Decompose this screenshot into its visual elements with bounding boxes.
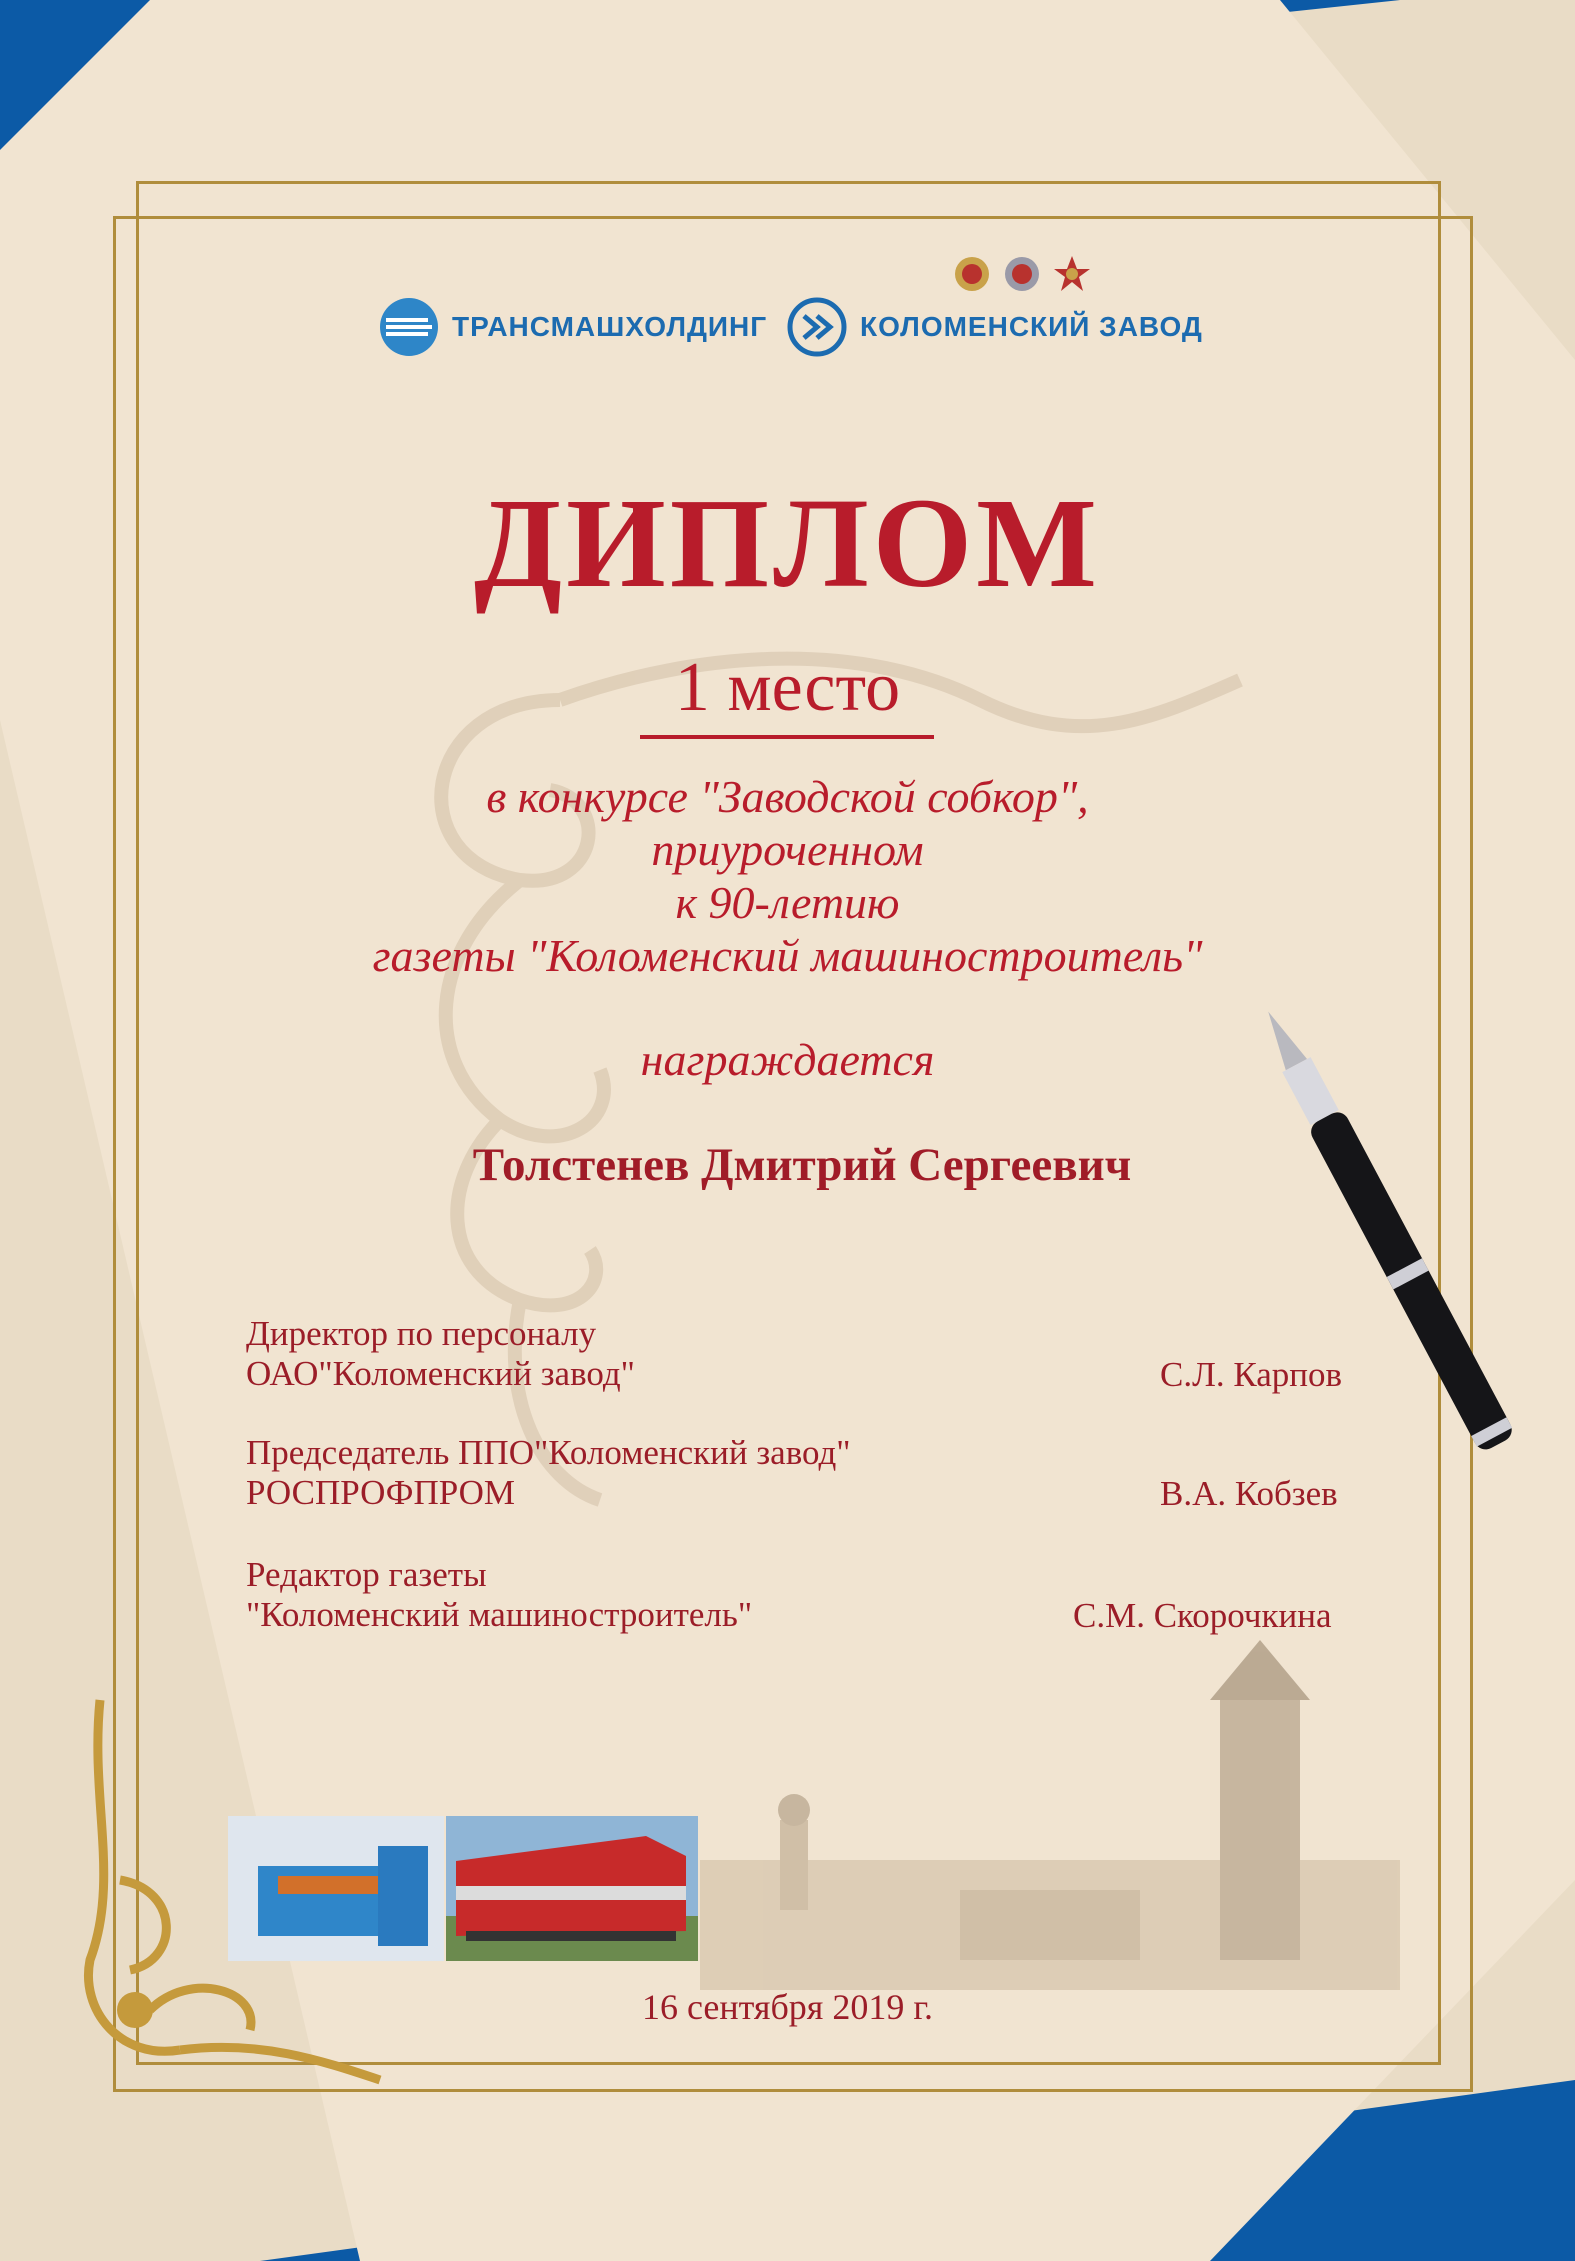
signature-org: ОАО"Коломенский завод" (246, 1354, 635, 1393)
signature-block (246, 1555, 752, 1635)
kolomna-logo-text: КОЛОМЕНСКИЙ ЗАВОД (860, 311, 1203, 342)
contest-line: газеты "Коломенский машиностроитель" (372, 930, 1203, 981)
order-medal-icon (952, 254, 992, 294)
signer-name: В.А. Кобзев (1160, 1474, 1338, 1513)
fountain-pen-icon (1255, 970, 1535, 1530)
signer-name: С.М. Скорочкина (1073, 1596, 1332, 1635)
contest-line: приуроченном (651, 824, 924, 875)
signature-block (246, 1433, 851, 1513)
award-date: 16 сентября 2019 г. (641, 1987, 934, 2027)
gold-corner-ornament-icon (60, 1680, 400, 2100)
transmash-logo-text: ТРАНСМАШХОЛДИНГ (452, 311, 768, 342)
contest-line: к 90-летию (675, 877, 900, 928)
signature-org: "Коломенский машиностроитель" (246, 1595, 753, 1634)
place-underline (640, 735, 934, 739)
signature-title: Редактор газеты (246, 1555, 487, 1594)
transmash-logo-icon (378, 296, 440, 358)
kolomna-logo-icon (786, 296, 848, 358)
signature-block (246, 1314, 635, 1394)
orders-row (952, 254, 1092, 294)
transmash-logo (378, 296, 767, 358)
signature-org: РОСПРОФПРОМ (246, 1473, 516, 1512)
signature-title: Директор по персоналу (246, 1314, 597, 1353)
kolomna-logo (786, 296, 1203, 358)
contest-description (0, 770, 1575, 982)
place-award: 1 место (674, 649, 901, 726)
order-medal-icon (1052, 254, 1092, 294)
recipient-name: Толстенев Дмитрий Сергеевич (472, 1139, 1132, 1191)
signer-name: С.Л. Карпов (1160, 1355, 1343, 1394)
order-medal-icon (1002, 254, 1042, 294)
contest-line: в конкурсе "Заводской собкор", (486, 771, 1089, 822)
logo-row (0, 296, 1575, 366)
awarded-label: награждается (640, 1034, 935, 1085)
diploma-title: ДИПЛОМ (474, 472, 1101, 614)
locomotive-photo (446, 1816, 698, 1961)
signature-title: Председатель ППО"Коломенский завод" (246, 1433, 851, 1472)
